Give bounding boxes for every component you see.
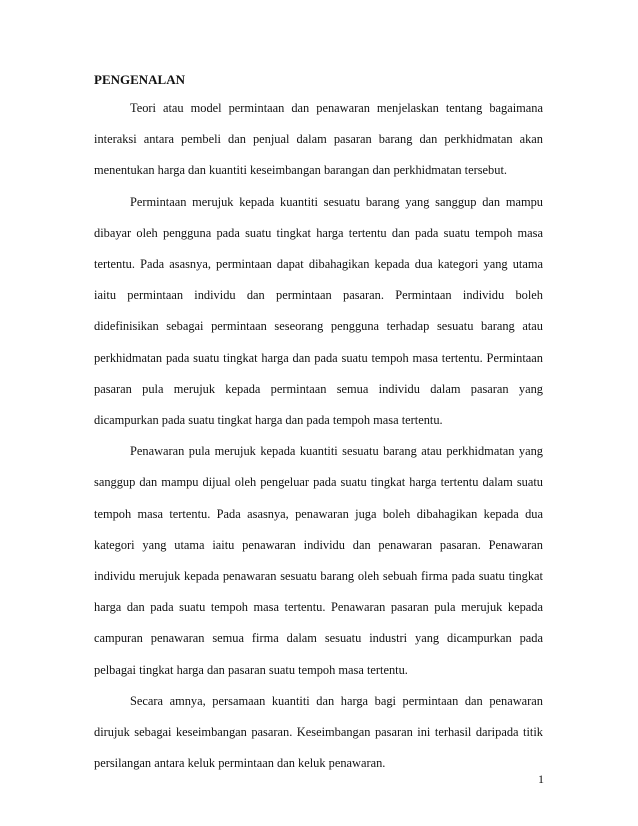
section-heading: PENGENALAN: [94, 72, 186, 87]
paragraph-equilibrium: Secara amnya, persamaan kuantiti dan harga bagi permintaan dan penawaran dirujuk sebagai keseimbangan pasaran. Keseimbangan pasaran ini terhasil daripada titik persilangan antara keluk permintaan dan keluk penawaran.: [94, 693, 543, 771]
page-number: 1: [538, 772, 544, 786]
paragraph-supply: Penawaran pula merujuk kepada kuantiti sesuatu barang atau perkhidmatan yang sanggup dan mampu dijual oleh pengeluar pada suatu tingkat harga tertentu dalam suatu tempoh masa tertentu. Pada asasnya, penawaran juga boleh dibahagikan kepada dua kategori yang utama iaitu penawaran individu dan penawaran pasaran. Penawaran individu merujuk kepada penawaran sesuatu barang oleh sebuah firma pada suatu tingkat harga dan pada suatu tempoh masa tertentu. Penawaran pasaran pula merujuk kepada campuran penawaran semua firma dalam sesuatu industri yang dicampurkan pada pelbagai tingkat harga dan pasaran suatu tempoh masa tertentu.: [94, 444, 543, 677]
paragraph-demand: Permintaan merujuk kepada kuantiti sesuatu barang yang sanggup dan mampu dibayar oleh pengguna pada suatu tingkat harga tertentu dan pada suatu tempoh masa tertentu. Pada asasnya, permintaan dapat dibahagikan kepada dua kategori yang utama iaitu permintaan individu dan permintaan pasaran. Permintaan individu boleh didefinisikan sebagai permintaan seseorang pengguna terhadap sesuatu barang atau perkhidmatan pada suatu tingkat harga dan pada suatu tempoh masa tertentu. Permintaan pasaran pula merujuk kepada permintaan semua individu dalam pasaran yang dicampurkan pada suatu tingkat harga dan pada tempoh masa tertentu.: [94, 194, 543, 428]
document-body: [94, 93, 543, 779]
paragraph-introduction: Teori atau model permintaan dan penawaran menjelaskan tentang bagaimana interaksi antara pembeli dan penjual dalam pasaran barang dan perkhidmatan akan menentukan harga dan kuantiti keseimbangan barangan dan perkhidmatan tersebut.: [94, 101, 543, 178]
